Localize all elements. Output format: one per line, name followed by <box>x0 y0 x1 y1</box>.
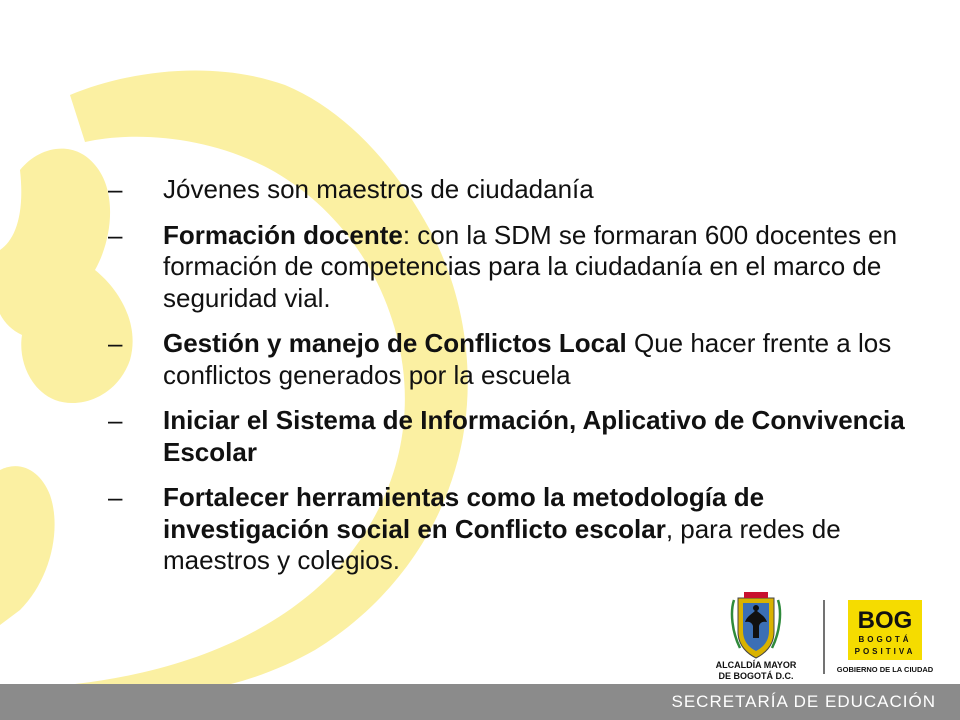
alcaldia-line2: DE BOGOTÁ D.C. <box>718 671 794 681</box>
bog-word-bogota: BOGOTÁ <box>858 635 912 644</box>
bullet-item <box>106 482 906 577</box>
bullet-dash: – <box>108 328 123 358</box>
bullet-text-part: Jóvenes son maestros de ciudadanía <box>163 174 594 204</box>
footer-label: SECRETARÍA DE EDUCACIÓN <box>671 692 936 711</box>
footer-bar <box>0 684 960 720</box>
logos-group <box>700 592 940 682</box>
bullet-dash: – <box>108 405 123 435</box>
bullet-text-bold: Fortalecer herramientas como la metodología de investigación social en Conflicto escolar <box>163 482 765 544</box>
bullet-text-part: Que hacer frente a los conflictos generados por la escuela <box>163 328 892 390</box>
alcaldia-line1: ALCALDÍA MAYOR <box>715 660 797 670</box>
bullet-text-bold: Gestión y manejo de Conflictos Local <box>163 328 627 358</box>
bullet-text <box>163 220 906 315</box>
bullet-text-bold: Formación docente <box>163 219 403 250</box>
bullet-dash: – <box>108 219 123 250</box>
alcaldia-logo <box>716 592 797 681</box>
bog-caption: GOBIERNO DE LA CIUDAD <box>836 665 934 674</box>
bullet-text <box>163 328 906 391</box>
bullet-text <box>163 174 906 206</box>
bullet-dash: – <box>108 174 123 204</box>
bullet-text-part: , para redes de maestros y colegios. <box>163 513 841 575</box>
bogota-positiva-logo <box>837 600 934 674</box>
bullet-item <box>106 220 906 315</box>
bullet-text-part: : con la SDM se formaran 600 docentes en formación de competencias para la ciudadanía en el marco de seguridad vial. <box>163 219 898 313</box>
bog-mark: BOG <box>857 607 913 634</box>
bogota-coat-of-arms-icon <box>732 592 780 658</box>
bullet-dash: – <box>108 482 123 512</box>
bullet-item <box>106 405 906 468</box>
bog-word-positiva: POSITIVA <box>854 647 916 656</box>
bullet-item <box>106 328 906 391</box>
bullet-text <box>163 405 906 468</box>
bullet-item <box>106 174 906 206</box>
bullet-text <box>163 482 906 577</box>
bullet-text-bold: Iniciar el Sistema de Información, Aplicativo de Convivencia Escolar <box>163 405 905 467</box>
bullet-list <box>106 174 906 591</box>
